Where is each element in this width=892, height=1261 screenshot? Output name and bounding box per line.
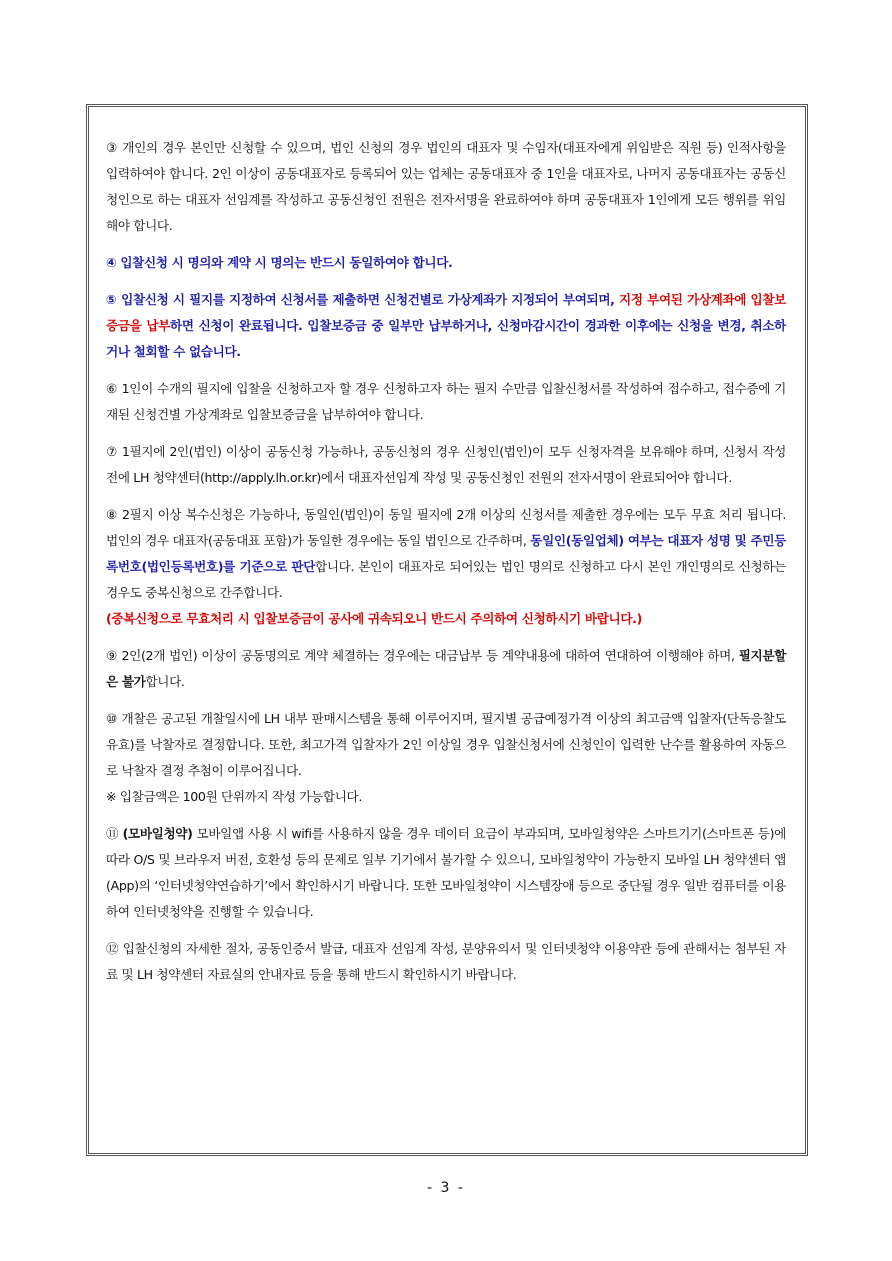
item-5 [106, 287, 786, 365]
item-11-text: 모바일앱 사용 시 wifi를 사용하지 않을 경우 데이터 요금이 부과되며, 모바일청약은 스마트기기(스마트폰 등)에 따라 O/S 및 브라우저 버전, 호환성 등의 문제로 일부 기기에서 불가할 수 있으니, 모바일청약이 가능한지 모바일 LH 청약센터 앱(App)의 ‘인터넷청약연습하기’에서 확인하시기 바랍니다. 또한 모바일청약이 시스템장애 등으로 중단될 경우 일반 컴퓨터를 이용하여 인터넷청약을 진행할 수 있습니다. [106, 826, 786, 919]
item-9-part3: 합니다. [145, 674, 185, 689]
item-8-part1: ⑧ 2필지 이상 복수신청은 가능하나, 동일인(법인)이 동일 필지에 2개 이상의 신청서를 제출한 경우에는 모두 무효 처리 됩니다. 법인의 경우 대표자(공동대표 포함)가 동일한 경우에는 동일 법인으로 간주하며, [106, 507, 786, 548]
item-12: ⑫ 입찰신청의 자세한 절차, 공동인증서 발급, 대표자 선임계 작성, 분양유의서 및 인터넷청약 이용약관 등에 관해서는 첨부된 자료 및 LH 청약센터 자료실의 안내자료 등을 통해 반드시 확인하시기 바랍니다. [106, 941, 786, 982]
item-10-note: ※ 입찰금액은 100원 단위까지 작성 가능합니다. [106, 789, 362, 804]
item-8 [106, 502, 786, 606]
item-6: ⑥ 1인이 수개의 필지에 입찰을 신청하고자 할 경우 신청하고자 하는 필지 수만큼 입찰신청서를 작성하여 접수하고, 접수증에 기재된 신청건별 가상계좌로 입찰보증금을 납부하여야 합니다. [106, 381, 786, 422]
item-5-highlight: 지정 부여된 가상계좌에 입찰보증금을 납부 [106, 292, 786, 333]
item-9-highlight: 필지분할은 불가 [106, 648, 786, 689]
item-8-part3: 합니다. 본인이 대표자로 되어있는 법인 명의로 신청하고 다시 본인 개인명의로 신청하는 경우도 중복신청으로 간주합니다. [106, 559, 786, 600]
item-5-part3: 하면 신청이 완료됩니다. 입찰보증금 중 일부만 납부하거나, 신청마감시간이 경과한 이후에는 신청을 변경, 취소하거나 철회할 수 없습니다. [106, 318, 786, 359]
item-11-num: ⑪ [106, 826, 123, 841]
item-10: ⑩ 개찰은 공고된 개찰일시에 LH 내부 판매시스템을 통해 이루어지며, 필지별 공급예정가격 이상의 최고금액 입찰자(단독응찰도 유효)를 낙찰자로 결정합니다. 또한, 최고가격 입찰자가 2인 이상일 경우 입찰신청서에 신청인이 입력한 난수를 활용하여 자동으로 낙찰자 결정 추첨이 이루어집니다. [106, 711, 786, 778]
notice-content [106, 135, 786, 999]
item-5-part1: ⑤ 입찰신청 시 필지를 지정하여 신청서를 제출하면 신청건별로 가상계좌가 지정되어 부여되며, [106, 292, 620, 307]
item-11 [106, 821, 786, 925]
item-7: ⑦ 1필지에 2인(법인) 이상이 공동신청 가능하나, 공동신청의 경우 신청인(법인)이 모두 신청자격을 보유해야 하며, 신청서 작성 전에 LH 청약센터(http://apply.lh.or.kr)에서 대표자선임계 작성 및 공동신청인 전원의 전자서명이 완료되어야 합니다. [106, 444, 786, 485]
item-8-highlight: 동일인(동일업체) 여부는 대표자 성명 및 주민등록번호(법인등록번호)를 기준으로 판단 [106, 533, 786, 574]
item-4: ④ 입찰신청 시 명의와 계약 시 명의는 반드시 동일하여야 합니다. [106, 255, 453, 270]
item-9 [106, 643, 786, 695]
item-11-label: (모바일청약) [122, 826, 193, 841]
item-9-part1: ⑨ 2인(2개 법인) 이상이 공동명의로 계약 체결하는 경우에는 대금납부 등 계약내용에 대하여 연대하여 이행해야 하며, [106, 648, 739, 663]
item-8-warning: (중복신청으로 무효처리 시 입찰보증금이 공사에 귀속되오니 반드시 주의하여 신청하시기 바랍니다.) [106, 611, 642, 626]
page-number: - 3 - [427, 1180, 465, 1196]
item-3: ③ 개인의 경우 본인만 신청할 수 있으며, 법인 신청의 경우 법인의 대표자 및 수임자(대표자에게 위임받은 직원 등) 인적사항을 입력하여야 합니다. 2인 이상이 공동대표자로 등록되어 있는 업체는 공동대표자 중 1인을 대표자로, 나머지 공동대표자는 공동신청인으로 하는 대표자 선임계를 작성하고 공동신청인 전원은 전자서명을 완료하여야 하며 공동대표자 1인에게 모든 행위를 위임해야 합니다. [106, 140, 786, 233]
